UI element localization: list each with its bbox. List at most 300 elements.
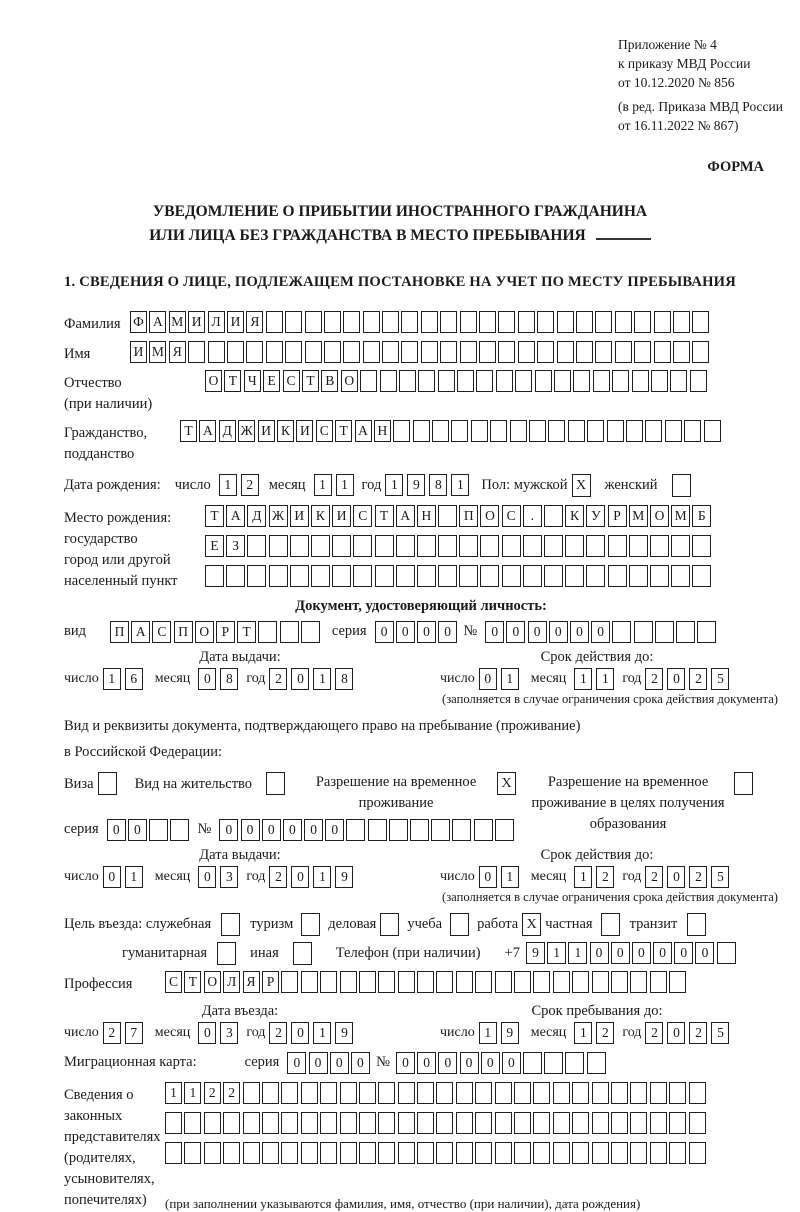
char-cell[interactable] [537, 311, 554, 333]
char-cell[interactable] [396, 535, 415, 557]
char-cell[interactable] [592, 1082, 609, 1104]
char-cell[interactable] [615, 311, 632, 333]
birthplace-cells-line1[interactable] [205, 505, 714, 527]
char-cell[interactable] [396, 565, 415, 587]
char-cell[interactable] [630, 1112, 647, 1134]
char-cell[interactable]: К [565, 505, 584, 527]
permit-series-cells[interactable] [107, 819, 192, 841]
char-cell[interactable]: 2 [689, 1022, 707, 1044]
char-cell[interactable] [523, 565, 542, 587]
char-cell[interactable]: 0 [396, 1052, 415, 1074]
char-cell[interactable] [359, 1112, 376, 1134]
char-cell[interactable]: 7 [125, 1022, 143, 1044]
char-cell[interactable] [650, 565, 669, 587]
char-cell[interactable]: 5 [711, 1022, 729, 1044]
permit-issue-month-cells[interactable] [198, 866, 242, 888]
char-cell[interactable] [398, 1112, 415, 1134]
char-cell[interactable] [320, 971, 337, 993]
char-cell[interactable] [375, 535, 394, 557]
char-cell[interactable] [669, 1142, 686, 1164]
char-cell[interactable] [285, 341, 302, 363]
char-cell[interactable]: 0 [506, 621, 525, 643]
char-cell[interactable] [431, 819, 450, 841]
char-cell[interactable]: А [131, 621, 150, 643]
char-cell[interactable] [226, 565, 245, 587]
char-cell[interactable] [689, 1142, 706, 1164]
char-cell[interactable]: Д [219, 420, 236, 442]
char-cell[interactable]: 1 [336, 474, 354, 496]
char-cell[interactable] [573, 370, 590, 392]
char-cell[interactable] [459, 535, 478, 557]
char-cell[interactable] [204, 1112, 221, 1134]
char-cell[interactable] [280, 621, 299, 643]
char-cell[interactable] [514, 1112, 531, 1134]
char-cell[interactable]: Т [302, 370, 319, 392]
char-cell[interactable] [495, 1142, 512, 1164]
entry-month-cells[interactable] [198, 1022, 242, 1044]
char-cell[interactable]: 0 [549, 621, 568, 643]
char-cell[interactable]: 9 [335, 1022, 353, 1044]
char-cell[interactable]: В [321, 370, 338, 392]
purpose-other-checkbox[interactable] [293, 942, 312, 965]
char-cell[interactable] [673, 341, 690, 363]
char-cell[interactable] [565, 1052, 584, 1074]
purpose-business-checkbox[interactable] [380, 913, 399, 936]
char-cell[interactable] [417, 535, 436, 557]
char-cell[interactable]: 2 [269, 866, 287, 888]
char-cell[interactable] [529, 420, 546, 442]
char-cell[interactable] [557, 341, 574, 363]
char-cell[interactable]: И [332, 505, 351, 527]
char-cell[interactable] [673, 311, 690, 333]
char-cell[interactable] [480, 535, 499, 557]
char-cell[interactable] [650, 1142, 667, 1164]
doc-series-cells[interactable] [375, 621, 460, 643]
char-cell[interactable]: Ж [238, 420, 255, 442]
char-cell[interactable] [587, 1052, 606, 1074]
char-cell[interactable]: Р [216, 621, 235, 643]
char-cell[interactable] [692, 535, 711, 557]
char-cell[interactable]: 1 [574, 866, 592, 888]
char-cell[interactable] [378, 1142, 395, 1164]
char-cell[interactable] [553, 1142, 570, 1164]
char-cell[interactable] [676, 621, 695, 643]
char-cell[interactable] [320, 1112, 337, 1134]
char-cell[interactable] [378, 971, 395, 993]
char-cell[interactable] [311, 565, 330, 587]
temp-residence-edu-checkbox[interactable] [734, 772, 753, 795]
char-cell[interactable] [650, 1112, 667, 1134]
char-cell[interactable]: Т [205, 505, 224, 527]
char-cell[interactable]: 0 [695, 942, 714, 964]
char-cell[interactable] [436, 1142, 453, 1164]
char-cell[interactable]: 3 [220, 1022, 238, 1044]
char-cell[interactable] [533, 971, 550, 993]
char-cell[interactable]: 0 [198, 668, 216, 690]
char-cell[interactable]: А [355, 420, 372, 442]
char-cell[interactable] [480, 565, 499, 587]
char-cell[interactable]: 0 [330, 1052, 349, 1074]
char-cell[interactable] [247, 535, 266, 557]
doc-issue-year-cells[interactable] [269, 668, 357, 690]
char-cell[interactable] [572, 1112, 589, 1134]
char-cell[interactable] [608, 535, 627, 557]
char-cell[interactable]: 2 [645, 668, 663, 690]
char-cell[interactable]: К [311, 505, 330, 527]
char-cell[interactable]: 0 [304, 819, 323, 841]
char-cell[interactable] [684, 420, 701, 442]
char-cell[interactable] [440, 311, 457, 333]
char-cell[interactable] [460, 341, 477, 363]
char-cell[interactable] [471, 420, 488, 442]
char-cell[interactable] [378, 1082, 395, 1104]
char-cell[interactable]: 1 [501, 866, 519, 888]
char-cell[interactable] [615, 341, 632, 363]
char-cell[interactable] [438, 505, 457, 527]
char-cell[interactable] [223, 1112, 240, 1134]
char-cell[interactable] [514, 1142, 531, 1164]
char-cell[interactable] [475, 1082, 492, 1104]
char-cell[interactable]: 9 [526, 942, 545, 964]
char-cell[interactable] [324, 341, 341, 363]
char-cell[interactable] [436, 971, 453, 993]
char-cell[interactable]: Я [243, 971, 260, 993]
char-cell[interactable] [382, 341, 399, 363]
char-cell[interactable] [432, 420, 449, 442]
char-cell[interactable] [476, 370, 493, 392]
char-cell[interactable]: 0 [611, 942, 630, 964]
char-cell[interactable]: З [226, 535, 245, 557]
char-cell[interactable]: 1 [165, 1082, 182, 1104]
char-cell[interactable]: А [199, 420, 216, 442]
entry-year-cells[interactable] [269, 1022, 357, 1044]
char-cell[interactable]: 9 [407, 474, 425, 496]
char-cell[interactable] [565, 565, 584, 587]
char-cell[interactable]: 0 [103, 866, 121, 888]
char-cell[interactable]: С [152, 621, 171, 643]
char-cell[interactable] [363, 311, 380, 333]
char-cell[interactable]: 1 [314, 474, 332, 496]
char-cell[interactable]: 1 [596, 668, 614, 690]
temp-residence-checkbox[interactable]: X [497, 772, 516, 795]
char-cell[interactable] [474, 819, 493, 841]
char-cell[interactable] [451, 420, 468, 442]
char-cell[interactable] [380, 370, 397, 392]
char-cell[interactable] [398, 1142, 415, 1164]
char-cell[interactable]: У [586, 505, 605, 527]
char-cell[interactable] [690, 370, 707, 392]
char-cell[interactable]: 0 [674, 942, 693, 964]
char-cell[interactable]: Т [375, 505, 394, 527]
char-cell[interactable] [612, 621, 631, 643]
char-cell[interactable] [612, 370, 629, 392]
char-cell[interactable] [393, 420, 410, 442]
char-cell[interactable] [456, 1112, 473, 1134]
char-cell[interactable]: Т [335, 420, 352, 442]
char-cell[interactable]: 0 [198, 866, 216, 888]
char-cell[interactable]: 0 [325, 819, 344, 841]
char-cell[interactable] [689, 1082, 706, 1104]
char-cell[interactable] [572, 1142, 589, 1164]
char-cell[interactable] [305, 341, 322, 363]
char-cell[interactable]: Д [247, 505, 266, 527]
char-cell[interactable] [290, 535, 309, 557]
doc-valid-month-cells[interactable] [574, 668, 618, 690]
char-cell[interactable] [223, 1142, 240, 1164]
char-cell[interactable]: Т [224, 370, 241, 392]
char-cell[interactable]: 6 [125, 668, 143, 690]
char-cell[interactable]: 0 [667, 1022, 685, 1044]
char-cell[interactable] [359, 971, 376, 993]
doc-number-cells[interactable] [485, 621, 718, 643]
char-cell[interactable] [359, 1142, 376, 1164]
purpose-study-checkbox[interactable] [450, 913, 469, 936]
permit-issue-day-cells[interactable] [103, 866, 147, 888]
char-cell[interactable] [479, 341, 496, 363]
char-cell[interactable] [452, 819, 471, 841]
char-cell[interactable] [611, 1112, 628, 1134]
char-cell[interactable]: 5 [711, 866, 729, 888]
char-cell[interactable] [418, 370, 435, 392]
char-cell[interactable] [611, 1142, 628, 1164]
char-cell[interactable] [611, 1082, 628, 1104]
char-cell[interactable] [518, 341, 535, 363]
char-cell[interactable]: 0 [590, 942, 609, 964]
char-cell[interactable]: 5 [711, 668, 729, 690]
char-cell[interactable]: Я [246, 311, 263, 333]
char-cell[interactable]: 0 [591, 621, 610, 643]
char-cell[interactable]: 1 [125, 866, 143, 888]
char-cell[interactable] [654, 311, 671, 333]
char-cell[interactable] [557, 311, 574, 333]
permit-valid-month-cells[interactable] [574, 866, 618, 888]
mig-series-cells[interactable] [287, 1052, 372, 1074]
char-cell[interactable]: . [523, 505, 542, 527]
permit-valid-year-cells[interactable] [645, 866, 733, 888]
char-cell[interactable] [572, 1082, 589, 1104]
char-cell[interactable]: С [316, 420, 333, 442]
char-cell[interactable]: 2 [596, 1022, 614, 1044]
char-cell[interactable] [343, 311, 360, 333]
char-cell[interactable]: А [226, 505, 245, 527]
char-cell[interactable] [553, 1112, 570, 1134]
char-cell[interactable] [479, 311, 496, 333]
purpose-transit-checkbox[interactable] [687, 913, 706, 936]
char-cell[interactable] [375, 565, 394, 587]
char-cell[interactable]: О [480, 505, 499, 527]
char-cell[interactable]: С [283, 370, 300, 392]
char-cell[interactable] [671, 565, 690, 587]
stay-year-cells[interactable] [645, 1022, 733, 1044]
char-cell[interactable]: Ф [130, 311, 147, 333]
stay-month-cells[interactable] [574, 1022, 618, 1044]
char-cell[interactable] [537, 341, 554, 363]
char-cell[interactable]: М [149, 341, 166, 363]
char-cell[interactable]: 2 [241, 474, 259, 496]
char-cell[interactable]: 0 [262, 819, 281, 841]
char-cell[interactable]: Е [205, 535, 224, 557]
char-cell[interactable] [523, 535, 542, 557]
char-cell[interactable] [518, 311, 535, 333]
char-cell[interactable] [353, 565, 372, 587]
char-cell[interactable]: 2 [689, 668, 707, 690]
char-cell[interactable] [634, 341, 651, 363]
char-cell[interactable] [490, 420, 507, 442]
char-cell[interactable]: О [341, 370, 358, 392]
char-cell[interactable]: 2 [596, 866, 614, 888]
char-cell[interactable]: С [502, 505, 521, 527]
char-cell[interactable] [301, 1112, 318, 1134]
char-cell[interactable] [421, 311, 438, 333]
char-cell[interactable] [523, 1052, 542, 1074]
char-cell[interactable] [495, 1112, 512, 1134]
birth-month-cells[interactable] [314, 474, 358, 496]
char-cell[interactable] [475, 971, 492, 993]
char-cell[interactable] [382, 311, 399, 333]
permit-valid-day-cells[interactable] [479, 866, 523, 888]
char-cell[interactable] [269, 535, 288, 557]
char-cell[interactable] [593, 370, 610, 392]
char-cell[interactable] [438, 370, 455, 392]
char-cell[interactable]: И [290, 505, 309, 527]
char-cell[interactable] [576, 311, 593, 333]
char-cell[interactable] [553, 971, 570, 993]
char-cell[interactable]: 0 [309, 1052, 328, 1074]
char-cell[interactable]: А [149, 311, 166, 333]
char-cell[interactable]: 0 [632, 942, 651, 964]
char-cell[interactable] [456, 1082, 473, 1104]
char-cell[interactable]: М [169, 311, 186, 333]
char-cell[interactable] [456, 1142, 473, 1164]
char-cell[interactable]: Т [237, 621, 256, 643]
char-cell[interactable]: О [195, 621, 214, 643]
doc-type-cells[interactable] [110, 621, 322, 643]
char-cell[interactable]: И [296, 420, 313, 442]
permit-number-cells[interactable] [219, 819, 516, 841]
char-cell[interactable] [544, 565, 563, 587]
char-cell[interactable] [650, 1082, 667, 1104]
char-cell[interactable]: С [353, 505, 372, 527]
char-cell[interactable] [243, 1112, 260, 1134]
char-cell[interactable] [515, 370, 532, 392]
char-cell[interactable] [165, 1112, 182, 1134]
char-cell[interactable]: Л [208, 311, 225, 333]
char-cell[interactable] [311, 535, 330, 557]
char-cell[interactable]: Ж [269, 505, 288, 527]
char-cell[interactable] [436, 1082, 453, 1104]
char-cell[interactable] [655, 621, 674, 643]
char-cell[interactable]: 1 [479, 1022, 497, 1044]
representatives-cells-line2[interactable] [165, 1112, 708, 1134]
char-cell[interactable] [305, 311, 322, 333]
char-cell[interactable] [692, 565, 711, 587]
char-cell[interactable] [514, 1082, 531, 1104]
char-cell[interactable] [170, 819, 189, 841]
doc-valid-year-cells[interactable] [645, 668, 733, 690]
char-cell[interactable] [184, 1142, 201, 1164]
char-cell[interactable]: 2 [269, 668, 287, 690]
char-cell[interactable]: 1 [568, 942, 587, 964]
char-cell[interactable] [592, 1112, 609, 1134]
char-cell[interactable]: 2 [204, 1082, 221, 1104]
char-cell[interactable] [645, 420, 662, 442]
char-cell[interactable] [510, 420, 527, 442]
char-cell[interactable]: 2 [689, 866, 707, 888]
doc-issue-day-cells[interactable] [103, 668, 147, 690]
char-cell[interactable] [332, 535, 351, 557]
char-cell[interactable] [440, 341, 457, 363]
doc-valid-day-cells[interactable] [479, 668, 523, 690]
char-cell[interactable] [262, 1082, 279, 1104]
char-cell[interactable]: О [204, 971, 221, 993]
char-cell[interactable]: Р [262, 971, 279, 993]
char-cell[interactable]: 1 [501, 668, 519, 690]
char-cell[interactable] [626, 420, 643, 442]
char-cell[interactable]: А [396, 505, 415, 527]
char-cell[interactable] [630, 1082, 647, 1104]
char-cell[interactable] [363, 341, 380, 363]
char-cell[interactable] [398, 971, 415, 993]
char-cell[interactable] [595, 341, 612, 363]
char-cell[interactable] [262, 1112, 279, 1134]
char-cell[interactable] [650, 535, 669, 557]
char-cell[interactable] [398, 1082, 415, 1104]
char-cell[interactable] [205, 565, 224, 587]
char-cell[interactable] [417, 1082, 434, 1104]
char-cell[interactable]: 0 [198, 1022, 216, 1044]
char-cell[interactable] [346, 819, 365, 841]
sex-female-checkbox[interactable] [672, 474, 691, 497]
char-cell[interactable] [634, 621, 653, 643]
purpose-humanitarian-checkbox[interactable] [217, 942, 236, 965]
char-cell[interactable]: 0 [479, 668, 497, 690]
char-cell[interactable] [281, 971, 298, 993]
char-cell[interactable] [417, 1112, 434, 1134]
birthplace-cells-line3[interactable] [205, 565, 714, 587]
char-cell[interactable] [262, 1142, 279, 1164]
char-cell[interactable]: 1 [574, 1022, 592, 1044]
char-cell[interactable] [353, 535, 372, 557]
representatives-cells-line3[interactable] [165, 1142, 708, 1164]
char-cell[interactable]: П [174, 621, 193, 643]
char-cell[interactable]: П [110, 621, 129, 643]
char-cell[interactable] [669, 1112, 686, 1134]
char-cell[interactable] [324, 311, 341, 333]
char-cell[interactable] [689, 1112, 706, 1134]
char-cell[interactable] [669, 971, 686, 993]
char-cell[interactable]: 0 [107, 819, 126, 841]
char-cell[interactable] [665, 420, 682, 442]
char-cell[interactable]: Н [374, 420, 391, 442]
char-cell[interactable] [378, 1112, 395, 1134]
char-cell[interactable] [269, 565, 288, 587]
sex-male-checkbox[interactable]: X [572, 474, 591, 497]
char-cell[interactable] [496, 370, 513, 392]
char-cell[interactable]: 2 [645, 1022, 663, 1044]
char-cell[interactable]: 0 [479, 866, 497, 888]
char-cell[interactable] [459, 565, 478, 587]
char-cell[interactable]: 1 [574, 668, 592, 690]
char-cell[interactable] [401, 341, 418, 363]
char-cell[interactable] [654, 341, 671, 363]
char-cell[interactable] [456, 971, 473, 993]
char-cell[interactable] [548, 420, 565, 442]
char-cell[interactable] [576, 341, 593, 363]
char-cell[interactable]: 0 [417, 1052, 436, 1074]
char-cell[interactable] [204, 1142, 221, 1164]
char-cell[interactable] [301, 971, 318, 993]
char-cell[interactable] [165, 1142, 182, 1164]
